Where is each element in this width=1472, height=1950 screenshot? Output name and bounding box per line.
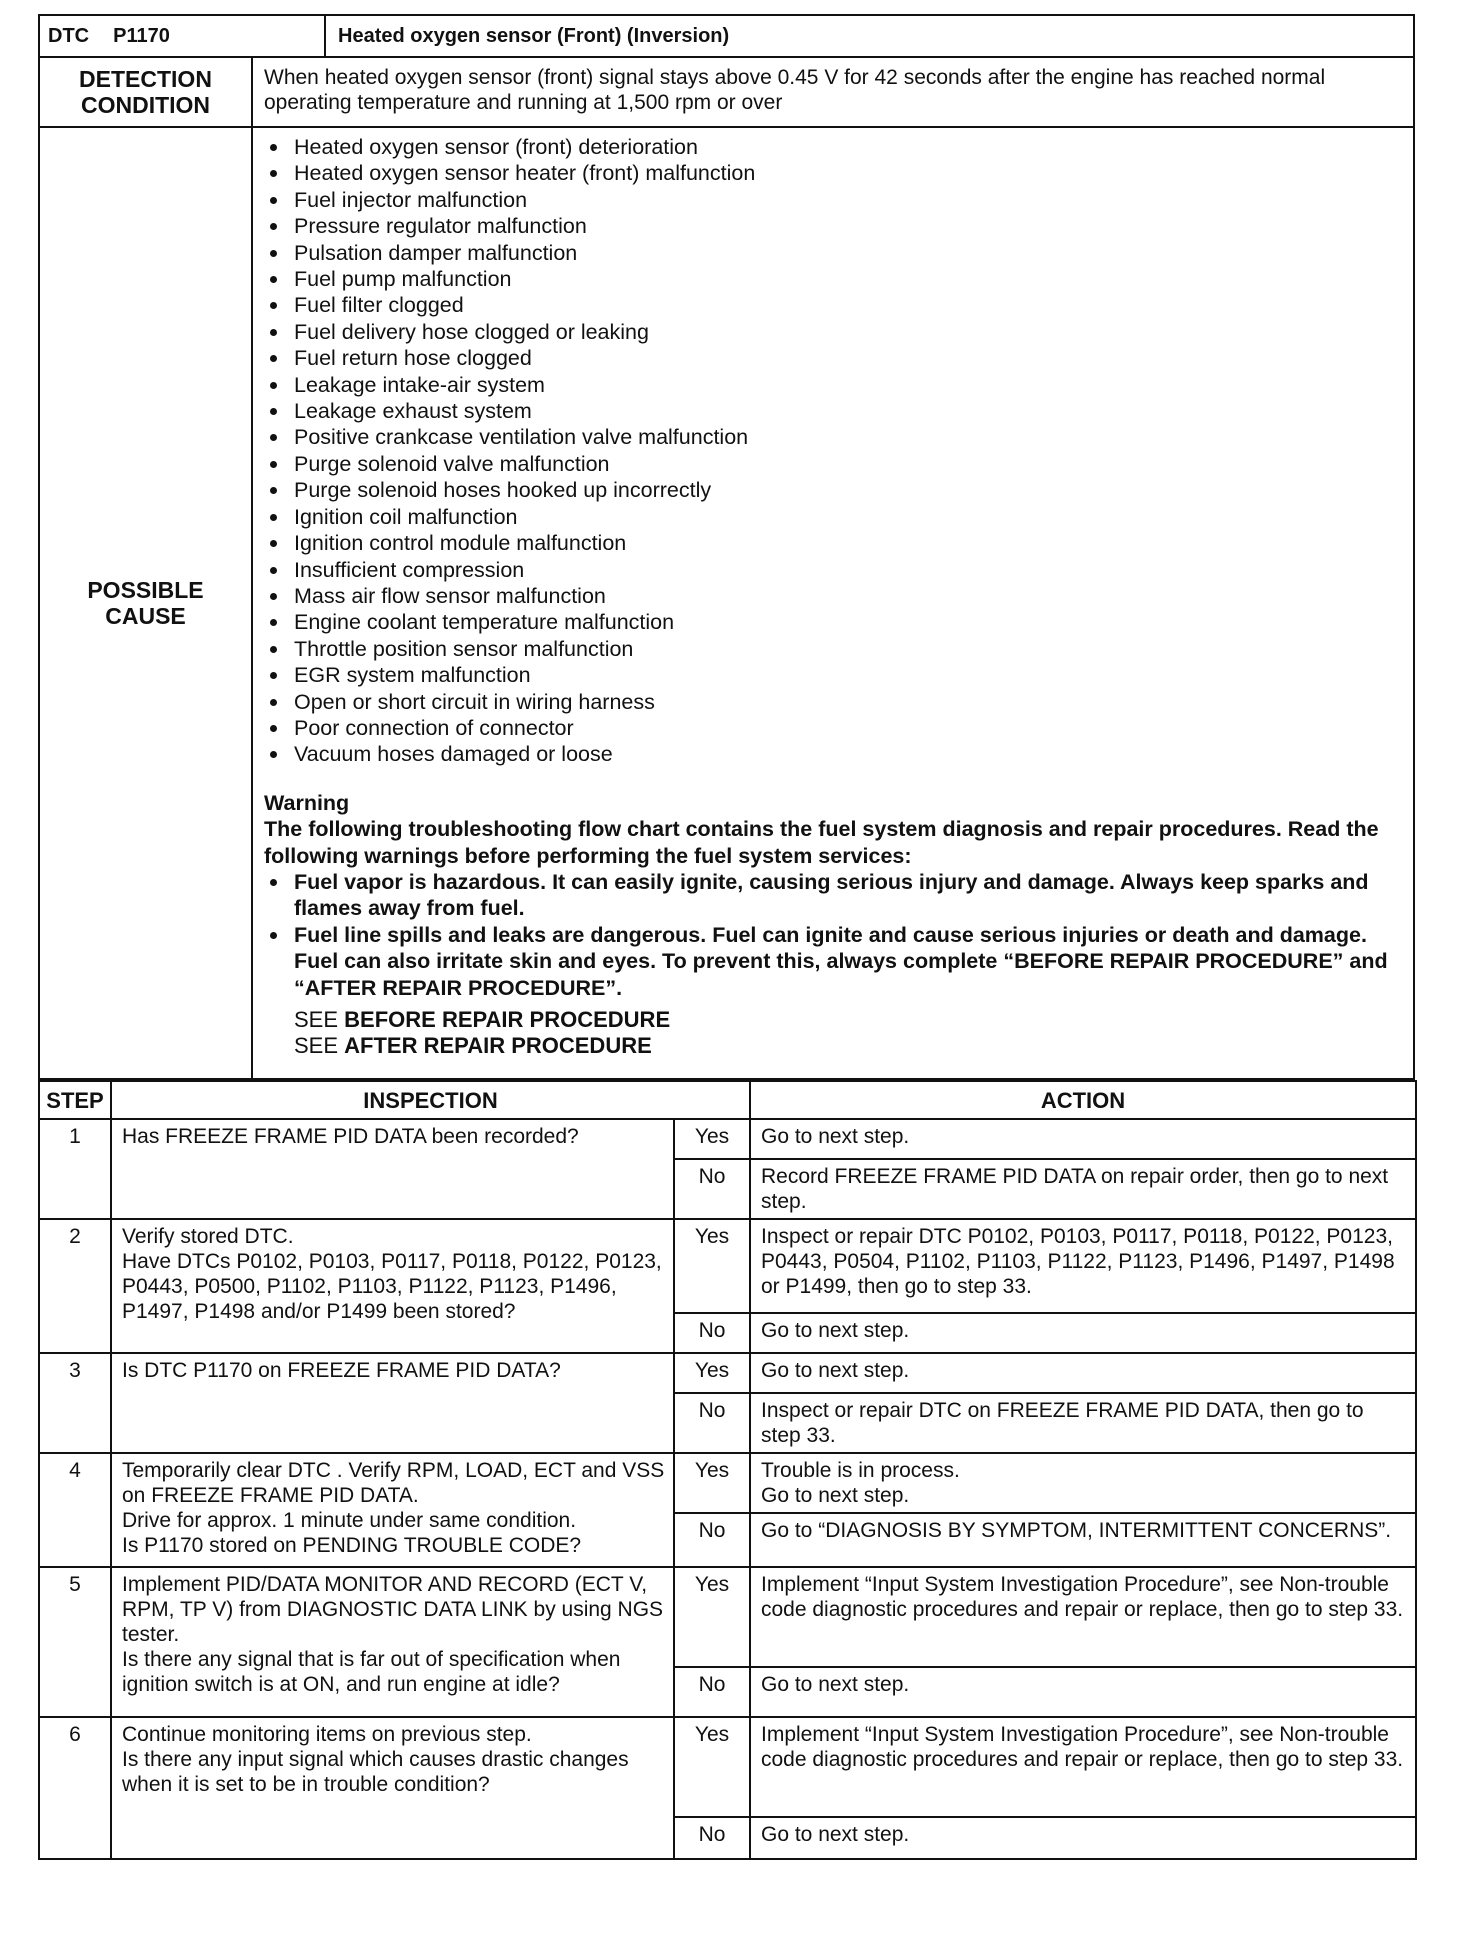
action-yes: Go to next step. bbox=[750, 1353, 1416, 1393]
possible-cause-item: Purge solenoid valve malfunction bbox=[264, 451, 1403, 477]
step-number: 1 bbox=[39, 1119, 111, 1219]
detection-condition-label bbox=[40, 58, 253, 126]
warning-item: Fuel line spills and leaks are dangerous. Fuel can ignite and cause serious injuries or death and damage. Fuel can also irritate skin and eyes. To prevent this, always complete “BEFORE REPAIR PROCEDURE” and “AFTER REPAIR PROCEDURE”. bbox=[264, 922, 1403, 1001]
see-references bbox=[264, 1007, 1403, 1059]
possible-cause-item: Pulsation damper malfunction bbox=[264, 240, 1403, 266]
answer-yes: Yes bbox=[674, 1567, 750, 1667]
table-row bbox=[39, 1453, 1416, 1513]
answer-yes: Yes bbox=[674, 1219, 750, 1313]
step-number: 2 bbox=[39, 1219, 111, 1353]
detection-condition-label-text: DETECTION CONDITION bbox=[79, 66, 212, 118]
step-inspection: Verify stored DTC. Have DTCs P0102, P0103, P0117, P0118, P0122, P0123, P0443, P0500, P1102, P1103, P1122, P1123, P1496, P1497, P1498 and/or P1499 been stored? bbox=[111, 1219, 674, 1353]
step-number: 5 bbox=[39, 1567, 111, 1717]
table-row bbox=[39, 1567, 1416, 1667]
detection-condition-text: When heated oxygen sensor (front) signal stays above 0.45 V for 42 seconds after the engine has reached normal operating temperature and running at 1,500 rpm or over bbox=[264, 66, 1326, 114]
answer-no: No bbox=[674, 1513, 750, 1567]
dtc-id-cell bbox=[40, 16, 326, 56]
action-no: Record FREEZE FRAME PID DATA on repair order, then go to next step. bbox=[750, 1159, 1416, 1219]
possible-cause-item: Pressure regulator malfunction bbox=[264, 213, 1403, 239]
answer-yes: Yes bbox=[674, 1717, 750, 1817]
possible-cause-item: Poor connection of connector bbox=[264, 715, 1403, 741]
dtc-info-block bbox=[38, 14, 1415, 1080]
column-header-action: ACTION bbox=[750, 1081, 1416, 1119]
possible-cause-item: Fuel pump malfunction bbox=[264, 266, 1403, 292]
step-inspection: Temporarily clear DTC . Verify RPM, LOAD, ECT and VSS on FREEZE FRAME PID DATA. Drive for approx. 1 minute under same condition. Is P1170 stored on PENDING TROUBLE CODE? bbox=[111, 1453, 674, 1567]
possible-cause-item: Mass air flow sensor malfunction bbox=[264, 583, 1403, 609]
action-yes: Implement “Input System Investigation Procedure”, see Non-trouble code diagnostic procedures and repair or replace, then go to step 33. bbox=[750, 1567, 1416, 1667]
table-row bbox=[39, 1353, 1416, 1393]
action-no: Go to next step. bbox=[750, 1667, 1416, 1717]
warning-title: Warning bbox=[264, 790, 350, 815]
dtc-label: DTC bbox=[48, 24, 90, 47]
possible-cause-content bbox=[253, 128, 1413, 1078]
see-word: SEE bbox=[294, 1033, 339, 1058]
answer-no: No bbox=[674, 1159, 750, 1219]
table-row bbox=[39, 1717, 1416, 1817]
answer-yes: Yes bbox=[674, 1353, 750, 1393]
see-reference-before[interactable] bbox=[294, 1007, 1403, 1033]
possible-cause-label bbox=[40, 128, 253, 1078]
possible-cause-item: EGR system malfunction bbox=[264, 662, 1403, 688]
possible-cause-item: Purge solenoid hoses hooked up incorrectly bbox=[264, 477, 1403, 503]
action-yes: Trouble is in process. Go to next step. bbox=[750, 1453, 1416, 1513]
warning-list bbox=[264, 869, 1403, 1001]
warning-intro: The following troubleshooting flow chart contains the fuel system diagnosis and repair procedures. Read the following warnings before performing the fuel system services: bbox=[264, 817, 1379, 868]
answer-no: No bbox=[674, 1313, 750, 1353]
warning-item: Fuel vapor is hazardous. It can easily ignite, causing serious injury and damage. Always keep sparks and flames away from fuel. bbox=[264, 869, 1403, 922]
step-number: 6 bbox=[39, 1717, 111, 1859]
detection-condition-row bbox=[40, 58, 1413, 128]
action-no: Go to next step. bbox=[750, 1313, 1416, 1353]
step-number: 3 bbox=[39, 1353, 111, 1453]
possible-cause-item: Positive crankcase ventilation valve malfunction bbox=[264, 424, 1403, 450]
answer-yes: Yes bbox=[674, 1453, 750, 1513]
possible-cause-item: Fuel return hose clogged bbox=[264, 345, 1403, 371]
dtc-code: P1170 bbox=[113, 24, 170, 47]
warning-block bbox=[264, 790, 1403, 1001]
action-yes: Go to next step. bbox=[750, 1119, 1416, 1159]
answer-no: No bbox=[674, 1667, 750, 1717]
possible-cause-item: Vacuum hoses damaged or loose bbox=[264, 741, 1403, 767]
answer-no: No bbox=[674, 1817, 750, 1859]
possible-cause-item: Heated oxygen sensor heater (front) malfunction bbox=[264, 160, 1403, 186]
possible-cause-item: Insufficient compression bbox=[264, 557, 1403, 583]
action-no: Go to “DIAGNOSIS BY SYMPTOM, INTERMITTENT CONCERNS”. bbox=[750, 1513, 1416, 1567]
step-number: 4 bbox=[39, 1453, 111, 1567]
column-header-step: STEP bbox=[39, 1081, 111, 1119]
dtc-header-row bbox=[40, 16, 1413, 58]
step-inspection: Is DTC P1170 on FREEZE FRAME PID DATA? bbox=[111, 1353, 674, 1453]
diagnostic-sheet bbox=[38, 14, 1415, 1860]
step-inspection: Has FREEZE FRAME PID DATA been recorded? bbox=[111, 1119, 674, 1219]
possible-cause-list bbox=[264, 134, 1403, 768]
inspection-step-table bbox=[38, 1080, 1417, 1860]
table-row bbox=[39, 1219, 1416, 1313]
table-header-row bbox=[39, 1081, 1416, 1119]
step-table-body bbox=[39, 1119, 1416, 1859]
action-yes: Implement “Input System Investigation Procedure”, see Non-trouble code diagnostic procedures and repair or replace, then go to step 33. bbox=[750, 1717, 1416, 1817]
table-row bbox=[39, 1119, 1416, 1159]
action-yes: Inspect or repair DTC P0102, P0103, P0117, P0118, P0122, P0123, P0443, P0504, P1102, P1103, P1122, P1123, P1496, P1497, P1498 or P1499, then go to step 33. bbox=[750, 1219, 1416, 1313]
step-inspection: Continue monitoring items on previous step. Is there any input signal which causes drastic changes when it is set to be in trouble condition? bbox=[111, 1717, 674, 1859]
column-header-inspection: INSPECTION bbox=[111, 1081, 750, 1119]
answer-no: No bbox=[674, 1393, 750, 1453]
possible-cause-item: Ignition coil malfunction bbox=[264, 504, 1403, 530]
see-reference-after[interactable] bbox=[294, 1033, 1403, 1059]
action-no: Go to next step. bbox=[750, 1817, 1416, 1859]
possible-cause-label-text: POSSIBLE CAUSE bbox=[87, 577, 204, 629]
possible-cause-item: Heated oxygen sensor (front) deterioration bbox=[264, 134, 1403, 160]
dtc-title: Heated oxygen sensor (Front) (Inversion) bbox=[338, 24, 730, 47]
before-repair-procedure-link[interactable]: BEFORE REPAIR PROCEDURE bbox=[344, 1007, 671, 1032]
possible-cause-item: Engine coolant temperature malfunction bbox=[264, 609, 1403, 635]
possible-cause-item: Throttle position sensor malfunction bbox=[264, 636, 1403, 662]
possible-cause-item: Leakage intake-air system bbox=[264, 372, 1403, 398]
answer-yes: Yes bbox=[674, 1119, 750, 1159]
possible-cause-item: Ignition control module malfunction bbox=[264, 530, 1403, 556]
possible-cause-row bbox=[40, 128, 1413, 1080]
possible-cause-item: Leakage exhaust system bbox=[264, 398, 1403, 424]
possible-cause-item: Fuel filter clogged bbox=[264, 292, 1403, 318]
after-repair-procedure-link[interactable]: AFTER REPAIR PROCEDURE bbox=[344, 1033, 652, 1058]
possible-cause-item: Fuel delivery hose clogged or leaking bbox=[264, 319, 1403, 345]
possible-cause-item: Open or short circuit in wiring harness bbox=[264, 689, 1403, 715]
step-inspection: Implement PID/DATA MONITOR AND RECORD (ECT V, RPM, TP V) from DIAGNOSTIC DATA LINK by using NGS tester. Is there any signal that is far out of specification when ignition switch is at ON, and run engine at idle? bbox=[111, 1567, 674, 1717]
see-word: SEE bbox=[294, 1007, 339, 1032]
possible-cause-item: Fuel injector malfunction bbox=[264, 187, 1403, 213]
action-no: Inspect or repair DTC on FREEZE FRAME PID DATA, then go to step 33. bbox=[750, 1393, 1416, 1453]
